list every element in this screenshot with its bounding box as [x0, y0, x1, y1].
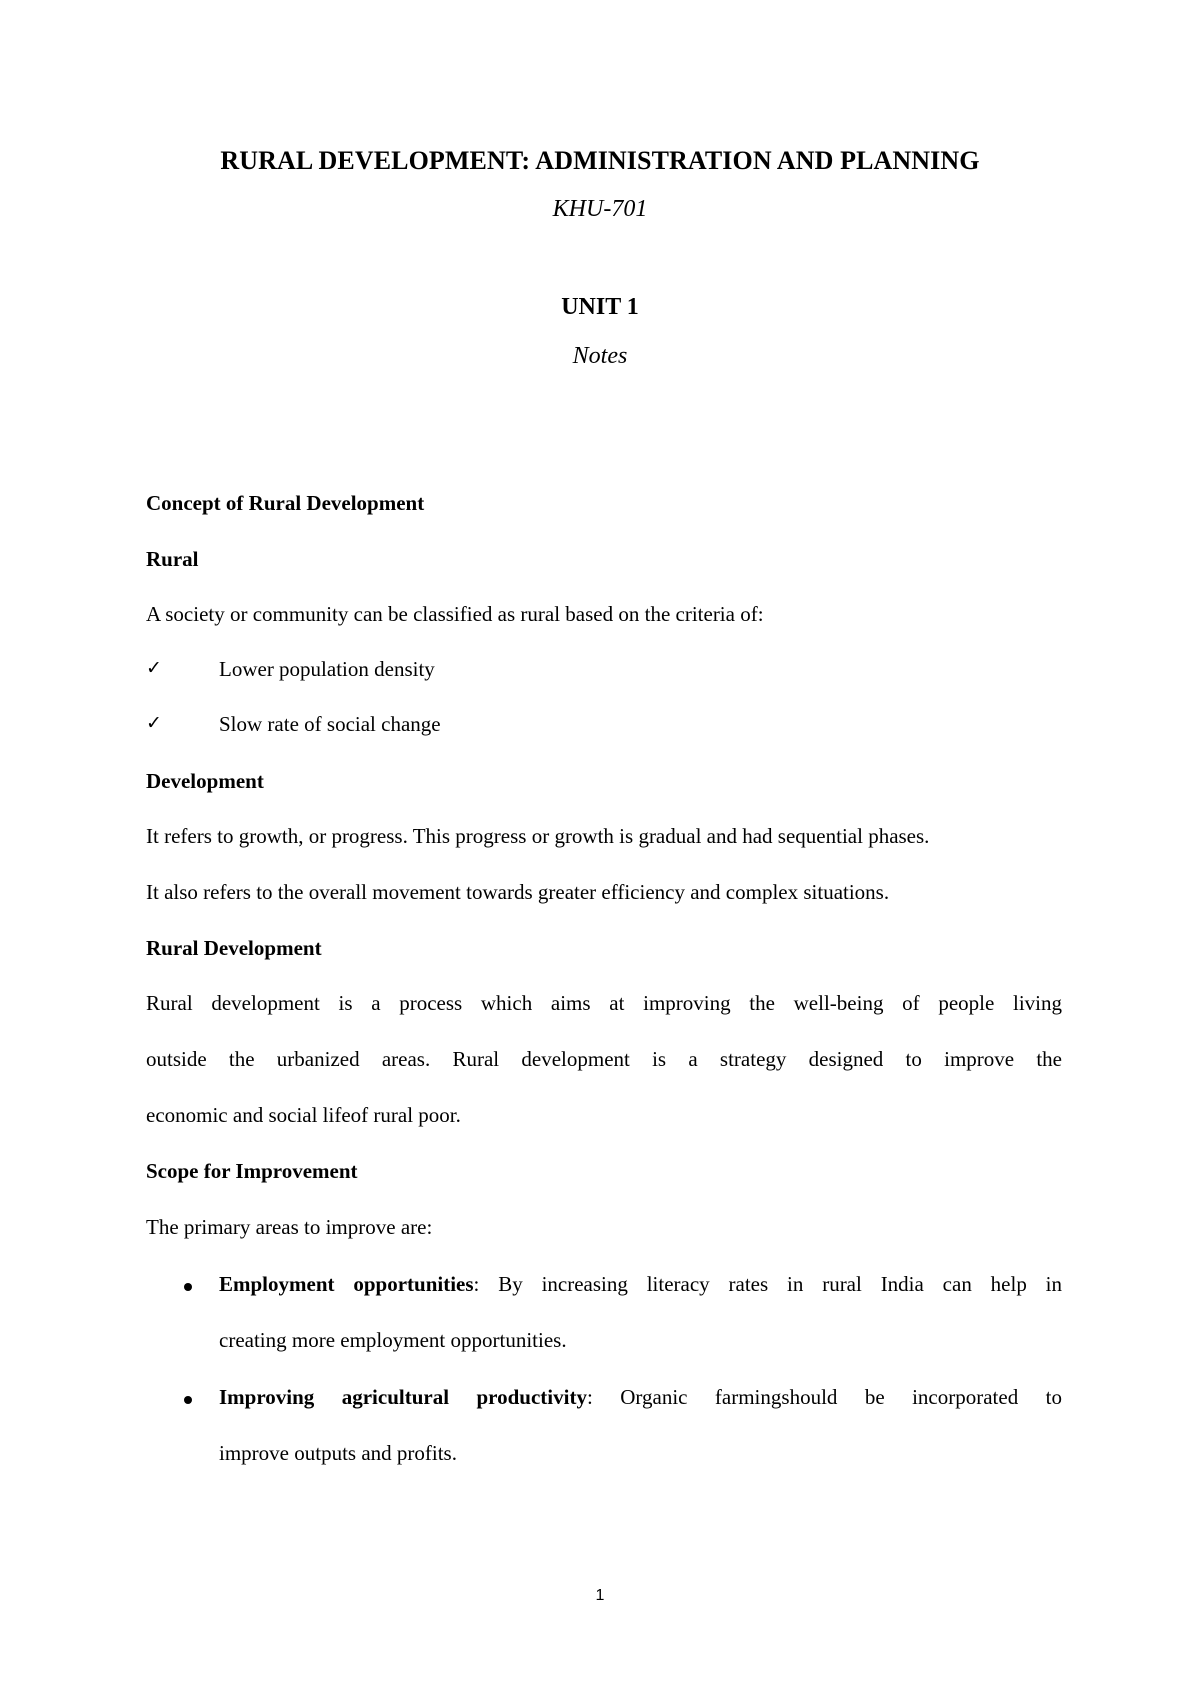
checkmark-icon: ✓: [146, 712, 162, 734]
list-item-text: : By increasing literacy rates in rural India can help in: [473, 1272, 1063, 1296]
list-item-continuation: creating more employment opportunities.: [219, 1328, 567, 1352]
rural-development-line: Rural development is a process which aims at improving the well-being of people living: [146, 991, 1062, 1015]
list-item-continuation: improve outputs and profits.: [219, 1441, 457, 1465]
criteria-text: Slow rate of social change: [219, 712, 441, 736]
concept-heading: Concept of Rural Development: [146, 491, 425, 515]
scope-heading: Scope for Improvement: [146, 1159, 358, 1183]
development-heading: Development: [146, 769, 264, 793]
checkmark-icon: ✓: [146, 657, 162, 679]
rural-development-line: economic and social lifeof rural poor.: [146, 1103, 461, 1127]
bullet-dot-icon: [184, 1396, 192, 1404]
development-line: It also refers to the overall movement towards greater efficiency and complex situations.: [146, 880, 890, 904]
rural-development-heading: Rural Development: [146, 936, 322, 960]
unit-heading: UNIT 1: [561, 294, 639, 320]
document-title: RURAL DEVELOPMENT: ADMINISTRATION AND PLANNING: [220, 146, 980, 175]
notes-subtitle: Notes: [572, 343, 628, 369]
page-number: 1: [595, 1587, 605, 1604]
list-item-line: [219, 1272, 1062, 1297]
rural-heading: Rural: [146, 547, 199, 571]
list-item-term: Employment opportunities: [219, 1272, 474, 1296]
rural-development-line: outside the urbanized areas. Rural development is a strategy designed to improve the: [146, 1047, 1062, 1071]
development-line: It refers to growth, or progress. This progress or growth is gradual and had sequential phases.: [146, 824, 930, 848]
course-code: KHU-701: [552, 196, 648, 222]
rural-intro: A society or community can be classified as rural based on the criteria of:: [146, 602, 764, 626]
list-item-term: Improving agricultural productivity: [219, 1385, 587, 1409]
list-item-line: [219, 1385, 1062, 1410]
scope-intro: The primary areas to improve are:: [146, 1215, 433, 1239]
criteria-text: Lower population density: [219, 657, 435, 681]
bullet-dot-icon: [184, 1283, 192, 1291]
list-item-text: : Organic farmingshould be incorporated to: [586, 1385, 1062, 1409]
